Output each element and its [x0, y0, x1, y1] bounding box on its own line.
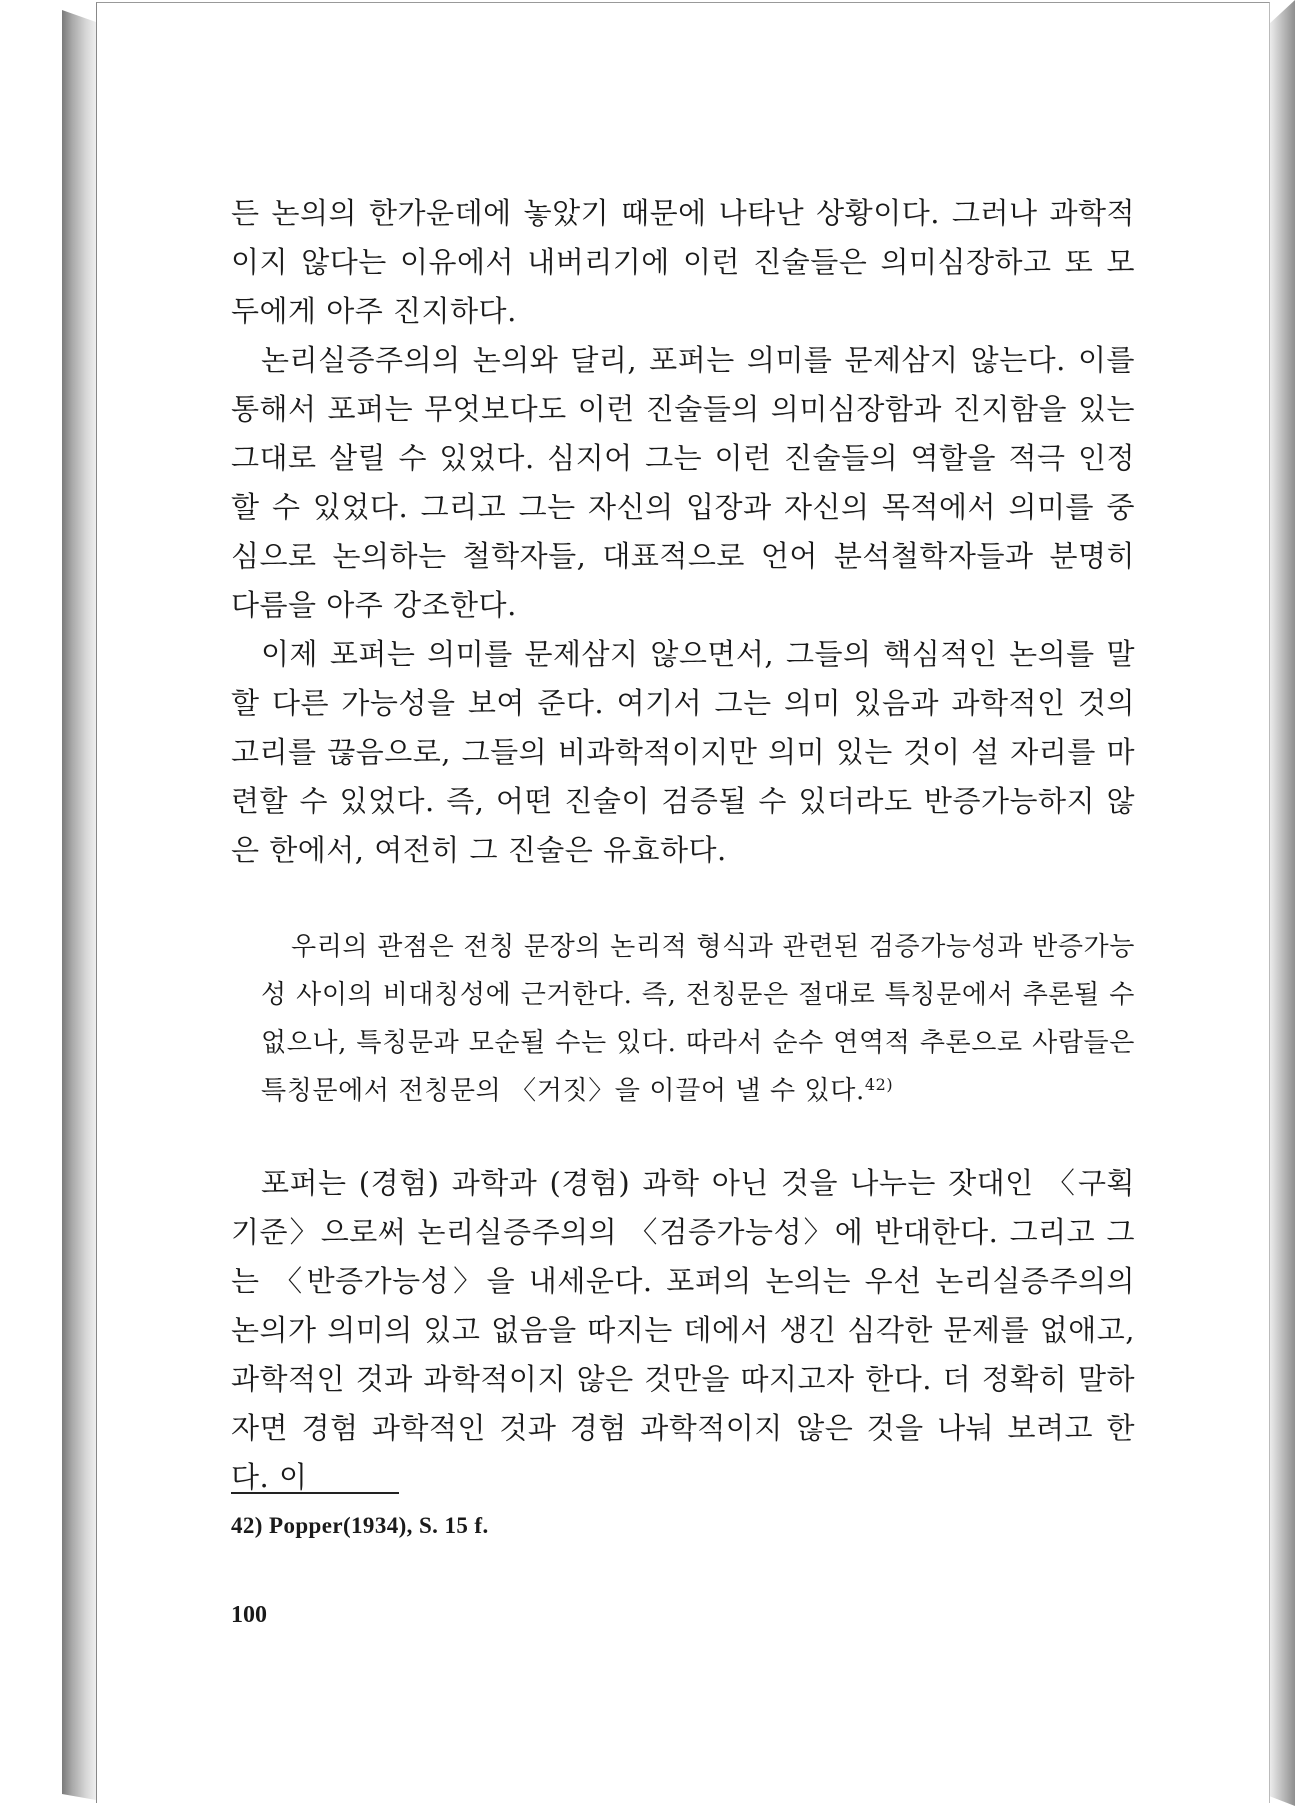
footnote-reference: 42): [864, 1075, 894, 1094]
footnote: 42) Popper(1934), S. 15 f.: [231, 1513, 489, 1538]
body-paragraph: 포퍼는 (경험) 과학과 (경험) 과학 아닌 것을 나누는 잣대인 〈구획기준〉으로써 논리실증주의의 〈검증가능성〉에 반대한다. 그리고 그는 〈반증가능성〉을 내세운다. 포퍼의 논의는 우선 논리실증주의의 논의가 의미의 있고 없음을 따지는 데에서 생긴 심각한 문제를 없애고, 과학적인 것과 과학적이지 않은 것만을 따지고자 한다. 더 정확히 말하자면 경험 과학적인 것과 경험 과학적이지 않은 것을 나눠 보려고 한다. 이: [231, 1166, 1135, 1494]
body-paragraph-continued: 든 논의의 한가운데에 놓았기 때문에 나타난 상황이다. 그러나 과학적이지 않다는 이유에서 내버리기에 이런 진술들은 의미심장하고 또 모두에게 아주 진지하다.: [231, 196, 1135, 328]
block-quote-text: 우리의 관점은 전칭 문장의 논리적 형식과 관련된 검증가능성과 반증가능성 사이의 비대칭성에 근거한다. 즉, 전칭문은 절대로 특칭문에서 추론될 수 없으나, 특칭문과 모순될 수는 있다. 따라서 순수 연역적 추론으로 사람들은 특칭문에서 전칭문의 〈거짓〉을 이끌어 낼 수 있다.: [261, 932, 1135, 1106]
footnote-divider: [231, 1492, 399, 1494]
block-quote: [261, 923, 1135, 1115]
body-paragraph: 논리실증주의의 논의와 달리, 포퍼는 의미를 문제삼지 않는다. 이를 통해서 포퍼는 무엇보다도 이런 진술들의 의미심장함과 진지함을 있는 그대로 살릴 수 있었다. 심지어 그는 이런 진술들의 역할을 적극 인정할 수 있었다. 그리고 그는 자신의 입장과 자신의 목적에서 의미를 중심으로 논의하는 철학자들, 대표적으로 언어 분석철학자들과 분명히 다름을 아주 강조한다.: [231, 343, 1135, 622]
book-page: [96, 2, 1270, 1803]
book-page-stack-left: [62, 10, 96, 1800]
body-paragraph: 이제 포퍼는 의미를 문제삼지 않으면서, 그들의 핵심적인 논의를 말할 다른 가능성을 보여 준다. 여기서 그는 의미 있음과 과학적인 것의 고리를 끊음으로, 그들의 비과학적이지만 의미 있는 것이 설 자리를 마련할 수 있었다. 즉, 어떤 진술이 검증될 수 있더라도 반증가능하지 않은 한에서, 여전히 그 진술은 유효하다.: [231, 637, 1135, 867]
page-number: 100: [231, 1602, 267, 1628]
page-body: [231, 189, 1135, 1502]
book-page-stack-right: [1269, 0, 1295, 1806]
